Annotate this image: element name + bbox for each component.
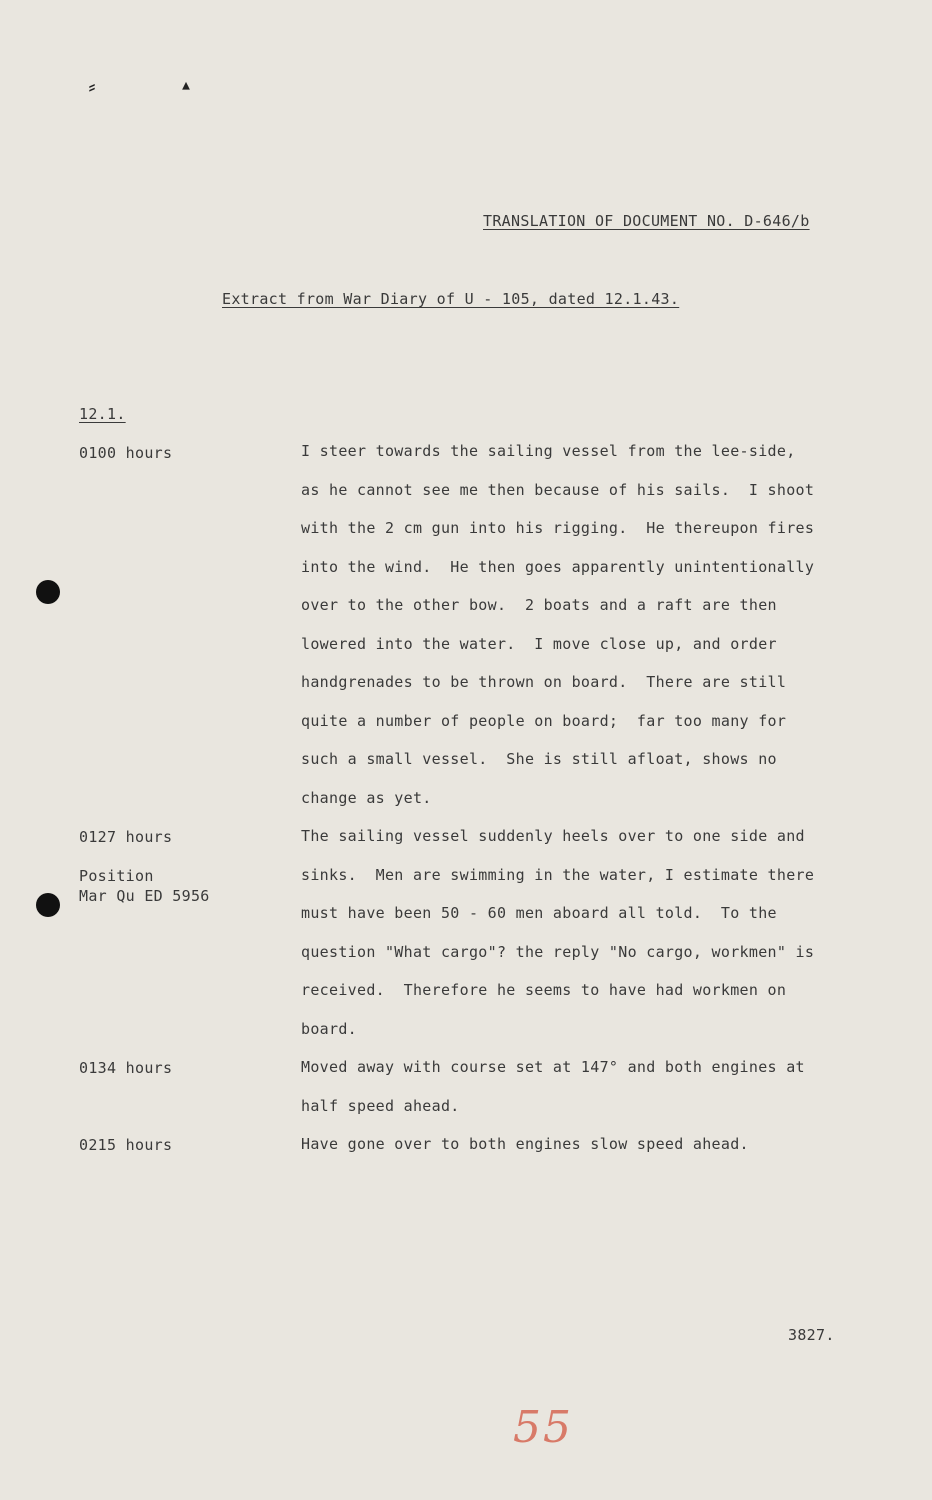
position-value: Mar Qu ED 5956 — [79, 887, 210, 905]
page-number: 3827. — [788, 1326, 835, 1344]
entry-time: 0100 hours — [79, 444, 173, 462]
punch-hole — [36, 580, 60, 604]
date-label: 12.1. — [79, 405, 126, 423]
entry-time: 0127 hours — [79, 828, 173, 846]
ink-mark: ▴ — [180, 72, 193, 96]
entry-text: Moved away with course set at 147° and both engines at half speed ahead. — [301, 1058, 805, 1115]
punch-hole — [36, 893, 60, 917]
entry-text: Have gone over to both engines slow speed ahead. — [301, 1135, 749, 1153]
position-label: Position — [79, 867, 154, 885]
document-subheading: Extract from War Diary of U - 105, dated 12.1.43. — [222, 290, 680, 308]
document-heading: TRANSLATION OF DOCUMENT NO. D-646/b — [483, 212, 810, 230]
entry-text: The sailing vessel suddenly heels over to one side and sinks. Men are swimming in the water, I estimate there must have been 50 - 60 men aboard all told. To the question "What cargo"? the reply "No cargo, workmen" is received. Therefore he seems to have had workmen on board. — [301, 827, 815, 1038]
entry-time: 0215 hours — [79, 1136, 173, 1154]
handwritten-number: 55 — [513, 1402, 573, 1453]
ink-mark: ⸗ — [86, 74, 99, 98]
entry-time: 0134 hours — [79, 1059, 173, 1077]
entry-text: I steer towards the sailing vessel from the lee-side, as he cannot see me then because of his sails. I shoot with the 2 cm gun into his rigging. He thereupon fires into the wind. He then goes apparently unintentionally over to the other bow. 2 boats and a raft are then lowered into the water. I move close up, and order handgrenades to be thrown on board. There are still quite a number of people on board; far too many for such a small vessel. She is still afloat, shows no change as yet. — [301, 442, 815, 807]
